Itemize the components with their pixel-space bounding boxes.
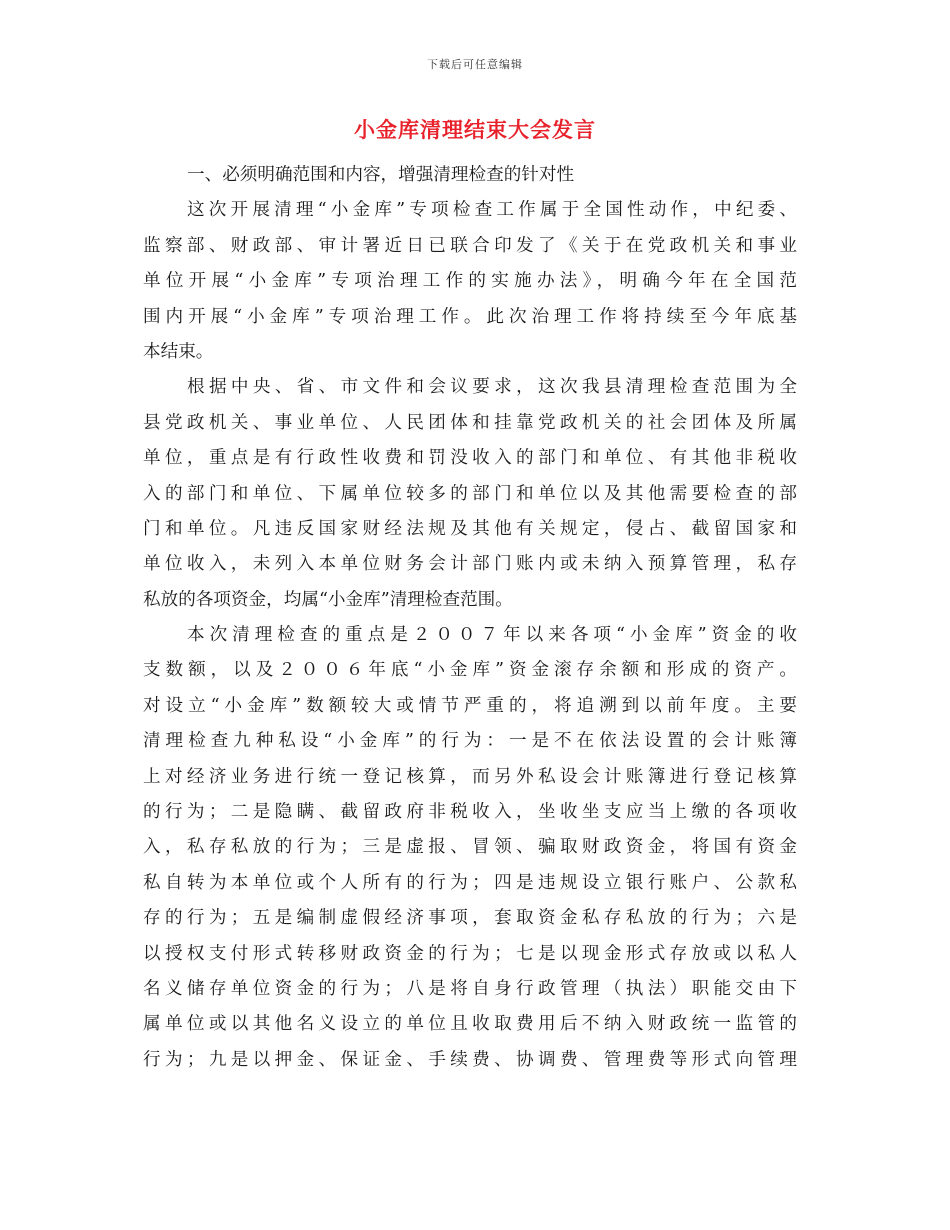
paragraph-2-line: 根据中央、省、市文件和会议要求，这次我县清理检查范围为全	[187, 377, 797, 398]
paragraph-2-line: 入的部门和单位、下属单位较多的部门和单位以及其他需要检查的部	[143, 483, 797, 504]
paragraph-3-line: 清理检查九种私设“小金库”的行为：一是不在依法设置的会计账簿	[143, 731, 797, 752]
paragraph-1-line: 本结束。	[143, 341, 214, 362]
paragraph-1-line: 监察部、财政部、审计署近日已联合印发了《关于在党政机关和事业	[143, 235, 797, 256]
paragraph-3-line: 上对经济业务进行统一登记核算，而另外私设会计账簿进行登记核算	[143, 766, 797, 787]
paragraph-3-line: 支数额，以及２００６年底“小金库”资金滚存余额和形成的资产。	[143, 660, 797, 681]
paragraph-3-line: 行为；九是以押金、保证金、手续费、协调费、管理费等形式向管理	[143, 1049, 797, 1070]
paragraph-2-line: 私放的各项资金，均属“小金库”清理检查范围。	[143, 589, 513, 610]
paragraph-3-line: 的行为；二是隐瞒、截留政府非税收入，坐收坐支应当上缴的各项收	[143, 802, 797, 823]
paragraph-2-line: 单位收入，未列入本单位财务会计部门账内或未纳入预算管理，私存	[143, 554, 797, 575]
paragraph-3-line: 以授权支付形式转移财政资金的行为；七是以现金形式存放或以私人	[143, 943, 797, 964]
paragraph-3-line: 对设立“小金库”数额较大或情节严重的，将追溯到以前年度。主要	[143, 695, 797, 716]
paragraph-1-line: 单位开展“小金库”专项治理工作的实施办法》，明确今年在全国范	[143, 271, 797, 292]
paragraph-2-line: 县党政机关、事业单位、人民团体和挂靠党政机关的社会团体及所属	[143, 412, 797, 433]
paragraph-3-line: 名义储存单位资金的行为；八是将自身行政管理（执法）职能交由下	[143, 978, 797, 999]
section-heading: 一、必须明确范围和内容，增强清理检查的针对性	[187, 165, 575, 185]
paragraph-3-line: 私自转为本单位或个人所有的行为；四是违规设立银行账户、公款私	[143, 872, 797, 893]
paragraph-2-line: 门和单位。凡违反国家财经法规及其他有关规定，侵占、截留国家和	[143, 518, 797, 539]
paragraph-1-line: 围内开展“小金库”专项治理工作。此次治理工作将持续至今年底基	[143, 306, 797, 327]
paragraph-3-line: 存的行为；五是编制虚假经济事项，套取资金私存私放的行为；六是	[143, 908, 797, 929]
paragraph-1-line: 这次开展清理“小金库”专项检查工作属于全国性动作，中纪委、	[187, 200, 797, 221]
document-title: 小金库清理结束大会发言	[354, 117, 596, 142]
paragraph-3-line: 属单位或以其他名义设立的单位且收取费用后不纳入财政统一监管的	[143, 1014, 797, 1035]
document-body	[143, 158, 797, 1078]
paragraph-3-line: 入，私存私放的行为；三是虚报、冒领、骗取财政资金，将国有资金	[143, 837, 797, 858]
header-note: 下载后可任意编辑	[427, 58, 523, 71]
paragraph-2-line: 单位，重点是有行政性收费和罚没收入的部门和单位、有其他非税收	[143, 448, 797, 469]
paragraph-3-line: 本次清理检查的重点是２００７年以来各项“小金库”资金的收	[187, 625, 797, 646]
